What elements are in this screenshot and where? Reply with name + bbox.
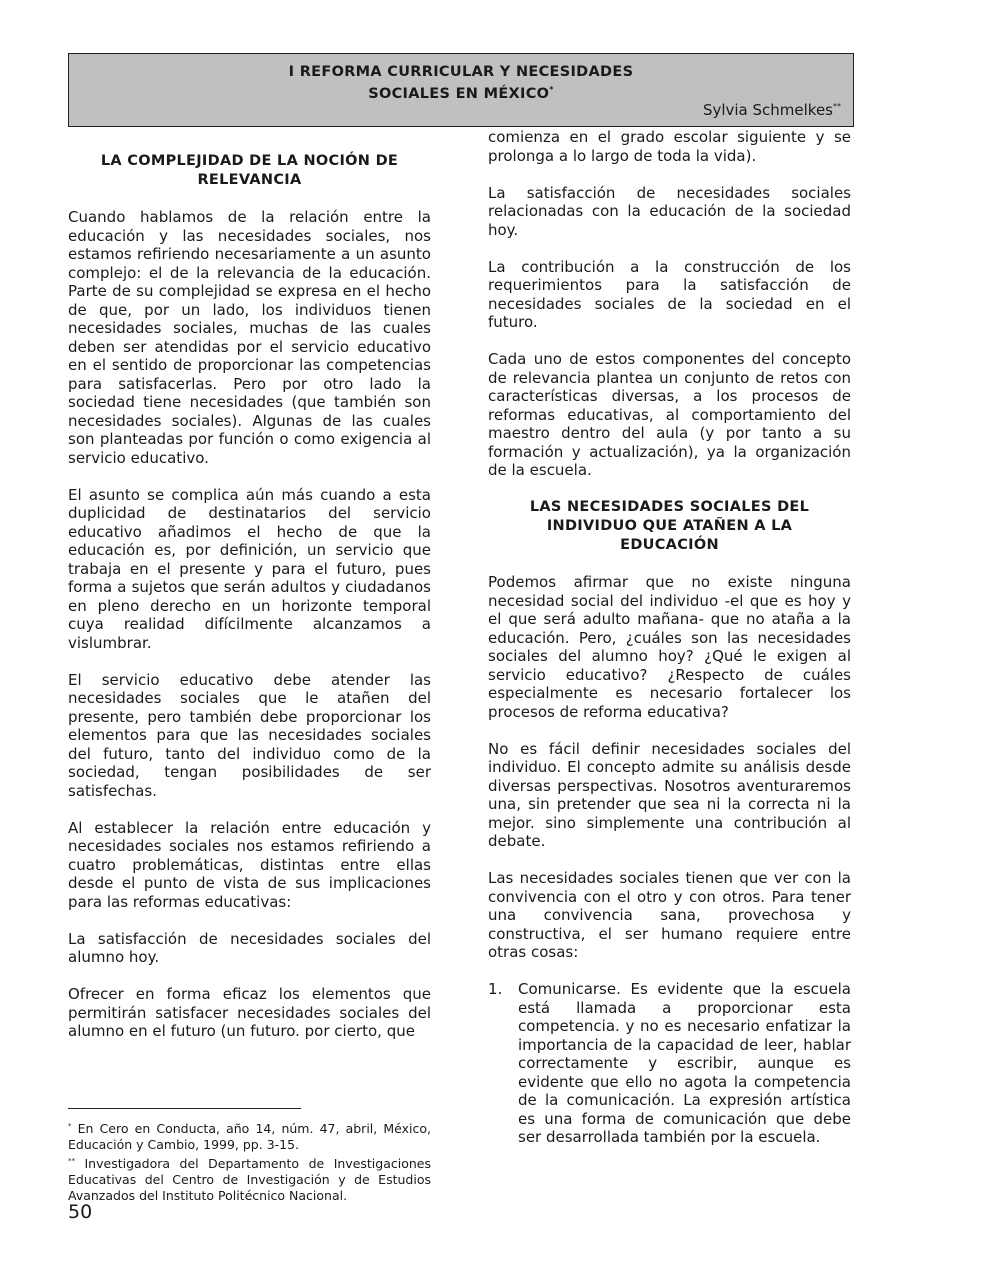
- heading-line: LAS NECESIDADES SOCIALES DEL: [529, 499, 810, 515]
- paragraph: Al establecer la relación entre educación y necesidades sociales nos estamos refiriendo a cuatro problemáticas, distintas entre ellas desde el punto de vista de sus implicaciones para las reformas educativas:: [68, 818, 431, 911]
- list-item-text: Comunicarse. Es evidente que la escuela está llamada a proporcionar esta competencia. y no es necesario enfatizar la importancia de la capacidad de leer, hablar correctamente y escribir, aunque es evidente que ello no agota la competencia de la comunicación. La expresión artística es una forma de comunicación que debe ser desarrollada también por la escuela.: [518, 980, 851, 1146]
- title-line-1: I REFORMA CURRICULAR Y NECESIDADES: [288, 64, 634, 80]
- section-heading-relevancia: LA COMPLEJIDAD DE LA NOCIÓN DE RELEVANCIA: [100, 153, 399, 188]
- article-title: [69, 63, 853, 103]
- paragraph: El asunto se complica aún más cuando a esta duplicidad de destinatarios del servicio educativo añadimos el hecho de que la educación es, por definición, un servicio que trabaja en el presente y para el futuro, pues forma a sujetos que serán adultos y ciudadanos en pleno derecho en un horizonte temporal cuya realidad difícilmente alcanzamos a vislumbrar.: [68, 485, 431, 652]
- paragraph: El servicio educativo debe atender las necesidades sociales que le atañen del presente, pero también debe proporcionar los elementos para que las necesidades sociales del futuro, tanto del individuo como de la sociedad, tengan posibilidades de ser satisfechas.: [68, 670, 431, 800]
- footnote: [68, 1118, 431, 1153]
- article-header: [68, 53, 854, 127]
- paragraph: La satisfacción de necesidades sociales relacionadas con la educación de la sociedad hoy.: [488, 183, 851, 239]
- paragraph: Ofrecer en forma eficaz los elementos que permitirán satisfacer necesidades sociales del alumno en el futuro (un futuro. por cierto, que: [68, 985, 431, 1040]
- footnote-mark: *: [68, 1122, 72, 1130]
- paragraph: Podemos afirmar que no existe ninguna necesidad social del individuo -el que es hoy y el que será adulto mañana- que no ataña a la educación. Pero, ¿cuáles son las necesidades sociales del alumno hoy? ¿Qué le exigen al servicio educativo? ¿Respecto de cuáles especialmente es necesario fortalecer los procesos de reforma educativa?: [488, 573, 851, 721]
- section-heading-necesidades: [488, 498, 851, 555]
- right-column: [488, 128, 851, 1147]
- footnote-text: En Cero en Conducta, año 14, núm. 47, abril, México, Educación y Cambio, 1999, pp. 3-15.: [68, 1121, 431, 1153]
- author-name: [703, 98, 841, 119]
- footnotes: [68, 1118, 431, 1204]
- paragraph: Cuando hablamos de la relación entre la educación y las necesidades sociales, nos estamos refiriendo necesariamente a un asunto complejo: el de la relevancia de la educación. Parte de su complejidad se expresa en el hecho de que, por un lado, los individuos tienen necesidades sociales, muchas de las cuales deben ser atendidas por el servicio educativo en el sentido de proporcionar las competencias para satisfacerlas. Pero por otro lado la sociedad tiene necesidades (que también son necesidades sociales). Algunas de las cuales son planteadas por función o como exigencia al servicio educativo.: [68, 208, 431, 467]
- footnote: [68, 1153, 431, 1204]
- left-column: [68, 152, 431, 1041]
- needs-list: [488, 980, 851, 1147]
- paragraph: Las necesidades sociales tienen que ver con la convivencia con el otro y con otros. Para tener una convivencia sana, provechosa y constructiva, el ser humano requiere entre otras cosas:: [488, 869, 851, 961]
- paragraph: La contribución a la construcción de los requerimientos para la satisfacción de necesidades sociales de la sociedad en el futuro.: [488, 257, 851, 331]
- title-footnote-mark: *: [549, 85, 554, 94]
- footnote-divider: [68, 1108, 301, 1109]
- footnote-text: Investigadora del Departamento de Investigaciones Educativas del Centro de Investigación y de Estudios Avanzados del Instituto Politécnico Nacional.: [68, 1156, 431, 1204]
- list-item: [488, 980, 851, 1147]
- page-number: 50: [68, 1201, 93, 1223]
- author-text: Sylvia Schmelkes: [702, 101, 833, 119]
- footnote-mark: **: [68, 1157, 75, 1166]
- paragraph: comienza en el grado escolar siguiente y se prolonga a lo largo de toda la vida).: [488, 128, 851, 165]
- paragraph: No es fácil definir necesidades sociales del individuo. El concepto admite su análisis desde diversas perspectivas. Nosotros aventuraremos una, sin pretender que sea ni la correcta ni la mejor. sino simplemente una contribución al debate.: [488, 739, 851, 850]
- paragraph: La satisfacción de necesidades sociales del alumno hoy.: [68, 929, 431, 966]
- list-item-number: 1.: [488, 980, 503, 998]
- author-footnote-mark: **: [833, 102, 841, 111]
- heading-line: EDUCACIÓN: [620, 537, 719, 553]
- paragraph: Cada uno de estos componentes del concepto de relevancia plantea un conjunto de retos con características diversas, a los procesos de reformas educativas, al comportamiento del maestro dentro del aula (y por tanto a su formación y actualización), ya la organización de la escuela.: [488, 350, 851, 479]
- title-line-2: SOCIALES EN MÉXICO: [368, 85, 550, 102]
- heading-line: INDIVIDUO QUE ATAÑEN A LA: [546, 518, 793, 534]
